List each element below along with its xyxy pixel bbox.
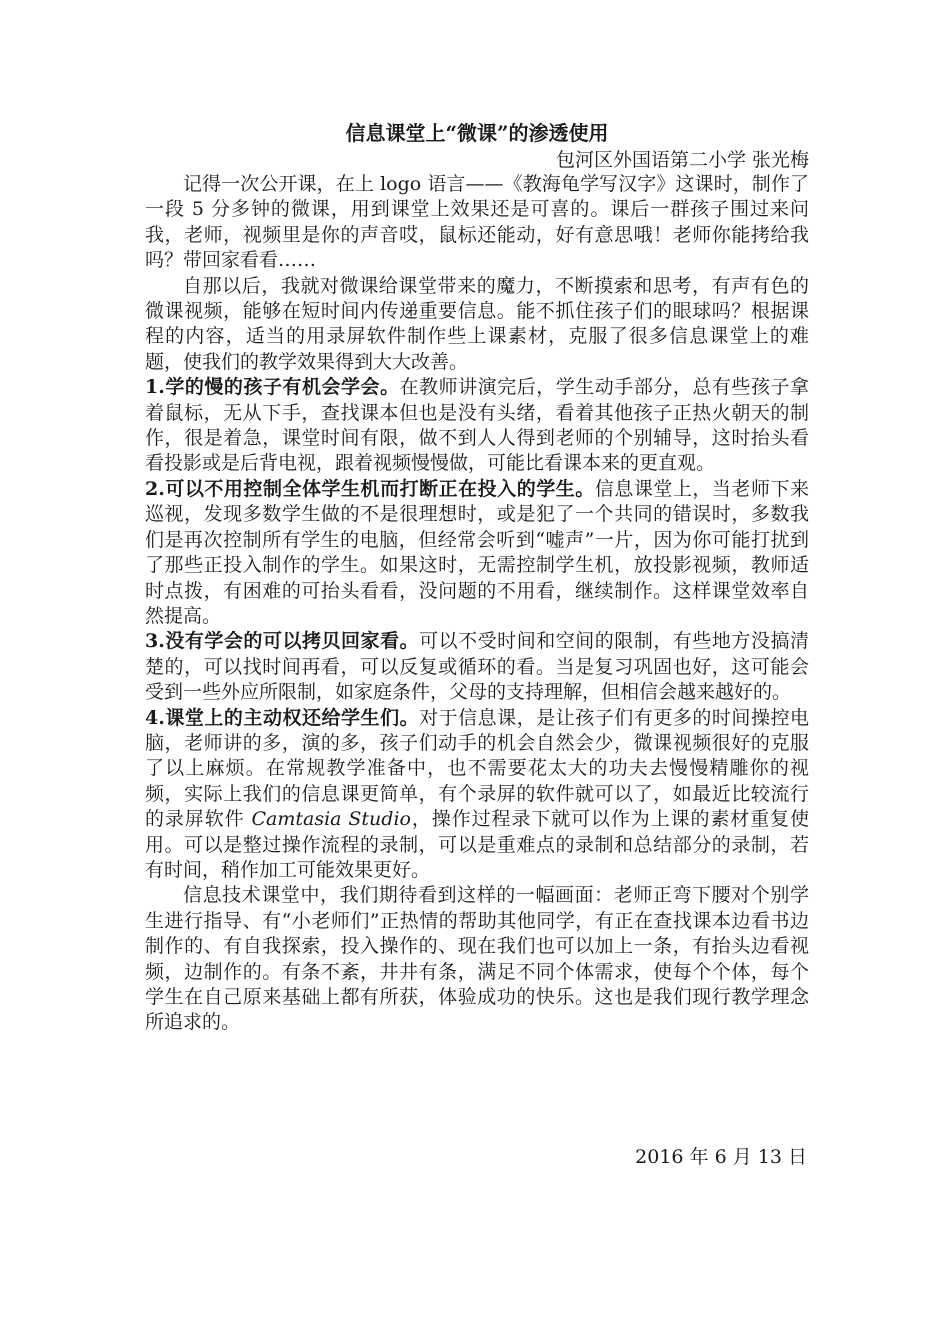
document-date: 2016 年 6 月 13 日 [635,1146,807,1168]
closing-paragraph: 信息技术课堂中，我们期待看到这样的一幅画面：老师正弯下腰对个别学生进行指导、有“小老师们”正热情的帮助其他同学，有正在查找课本边看书边制作的、有自我探索，投入操作的、现在我们也可以加上一条，有抬头边看视频，边制作的。有条不紊，井井有条，满足不同个体需求，使每个个体，每个学生在自己原来基础上都有所获，体验成功的快乐。这也是我们现行教学理念所追求的。 [145,884,809,1034]
point-paragraph-2 [145,477,809,629]
point-text-3: 可以不受时间和空间的限制，有些地方没搞清楚的，可以找时间再看，可以反复或循环的看。当是复习巩固也好，这可能会受到一些外应所限制，如家庭条件，父母的支持理解，但相信会越来越好的。 [145,630,809,704]
point-paragraph-1 [145,375,809,477]
point-paragraph-4 [145,706,809,884]
author-line: 包河区外国语第二小学 张光梅 [555,149,809,171]
document-body [145,118,809,1036]
software-name: Camtasia Studio [251,808,411,831]
point-text-4-before: 对于信息课，是让孩子们有更多的时间操控电脑，老师讲的多，演的多，孩子们动手的机会自然会少，微课视频很好的克服了以上麻烦。在常规教学准备中，也不需要花太大的功夫去慢慢精雕你的视频，实际上我们的信息课更简单，有个录屏的软件就可以了，如最近比较流行的录屏软件 [145,706,809,831]
point-heading-1: 1.学的慢的孩子有机会学会。 [145,376,400,399]
point-text-4-after: ，操作过程录下就可以作为上课的素材重复使用。可以是整过操作流程的录制，可以是重难点的录制和总结部分的录制，若有时间，稍作加工可能效果更好。 [145,808,809,881]
point-heading-4: 4.课堂上的主动权还给学生们。 [145,706,420,729]
point-heading-2: 2.可以不用控制全体学生机而打断正在投入的学生。 [145,477,595,500]
point-text-2: 信息课堂上，当老师下来巡视，发现多数学生做的不是很理想时，或是犯了一个共同的错误时，多数我们是再次控制所有学生的电脑，但经常会听到“嘘声”一片，因为你可能打扰到了那些正投入制作的学生。如果这时，无需控制学生机，放投影视频，教师适时点拨，有困难的可抬头看看，没问题的不用看，继续制作。这样课堂效率自然提高。 [145,477,809,627]
point-heading-3: 3.没有学会的可以拷贝回家看。 [145,630,420,653]
point-paragraph-3 [145,629,809,705]
intro-paragraph-1: 记得一次公开课，在上 logo 语言——《教海龟学写汉字》这课时，制作了一段 5 分多钟的微课，用到课堂上效果还是可喜的。课后一群孩子围过来问我，老师，视频里是你的声音哎，鼠标还能动，好有意思哦！老师你能拷给我吗？带回家看看…… [145,173,809,272]
document-title: 信息课堂上“微课”的渗透使用 [345,121,609,145]
point-text-1: 在教师讲演完后，学生动手部分，总有些孩子拿着鼠标，无从下手，查找课本但也是没有头绪，看着其他孩子正热火朝天的制作，很是着急，课堂时间有限，做不到人人得到老师的个别辅导，这时抬头看看投影或是后背电视，跟着视频慢慢做，可能比看课本来的更直观。 [145,376,809,475]
intro-paragraph-2: 自那以后，我就对微课给课堂带来的魔力，不断摸索和思考，有声有色的微课视频，能够在短时间内传递重要信息。能不抓住孩子们的眼球吗？根据课程的内容，适当的用录屏软件制作些上课素材，克服了很多信息课堂上的难题，使我们的教学效果得到大大改善。 [145,274,809,373]
